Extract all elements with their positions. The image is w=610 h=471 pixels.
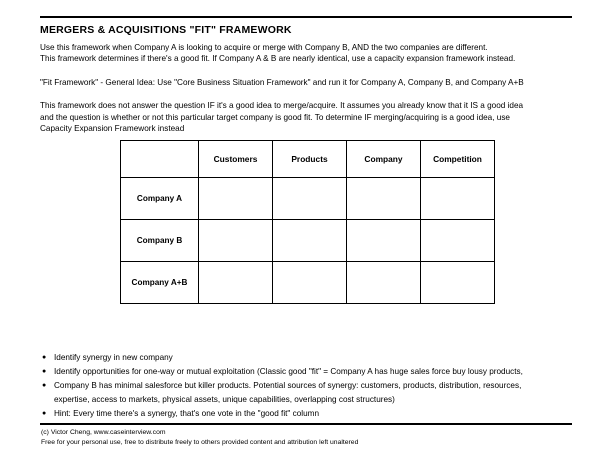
page-title: MERGERS & ACQUISITIONS "FIT" FRAMEWORK xyxy=(40,24,292,36)
cell-company-b-company[interactable] xyxy=(347,220,421,262)
cell-company-ab-competition[interactable] xyxy=(421,262,495,304)
cell-company-a-company[interactable] xyxy=(347,178,421,220)
document-header-block xyxy=(40,24,574,134)
footer-rule xyxy=(40,423,572,425)
bullet-dot-icon: ● xyxy=(42,410,47,417)
intro-line-1: Use this framework when Company A is looking to acquire or merge with Company B, AND the two companies are different. xyxy=(40,43,488,52)
column-header-competition: Competition xyxy=(421,141,495,178)
bullet-text-1: Identify synergy in new company xyxy=(54,353,173,362)
column-header-products: Products xyxy=(273,141,347,178)
cell-company-ab-customers[interactable] xyxy=(199,262,273,304)
bullet-text-2: Identify opportunities for one-way or mutual exploitation (Classic good "fit" = Company A has huge sales force buy lousy products, xyxy=(54,367,523,376)
cell-company-ab-products[interactable] xyxy=(273,262,347,304)
footer-terms: Free for your personal use, free to distribute freely to others provided content and attribution left unaltered xyxy=(41,438,359,446)
column-header-company: Company xyxy=(347,141,421,178)
list-item-continuation xyxy=(40,394,574,405)
list-item xyxy=(40,380,574,391)
fit-matrix-table xyxy=(120,140,495,304)
cell-company-a-products[interactable] xyxy=(273,178,347,220)
list-item xyxy=(40,352,574,363)
bullet-dot-icon: ● xyxy=(42,368,47,375)
column-header-customers: Customers xyxy=(199,141,273,178)
table-row xyxy=(121,220,495,262)
cell-company-b-products[interactable] xyxy=(273,220,347,262)
intro-line-2: This framework determines if there's a good fit. If Company A & B are nearly identical, use a capacity expansion framework instead. xyxy=(40,54,516,64)
row-header-company-a: Company A xyxy=(121,178,199,220)
note-line-3: Capacity Expansion Framework instead xyxy=(40,124,185,134)
cell-company-ab-company[interactable] xyxy=(347,262,421,304)
top-rule xyxy=(40,16,572,18)
bullet-text-4: expertise, access to markets, physical assets, unique capabilities, overlapping cost structures) xyxy=(54,395,395,404)
note-line-2: and the question is whether or not this particular target company is good fit. To determine IF merging/acquiring is a good idea, use xyxy=(40,112,510,122)
bullet-dot-icon: ● xyxy=(42,382,47,389)
table-row xyxy=(121,262,495,304)
note-line-1: This framework does not answer the question IF it's a good idea to merge/acquire. It assumes you already know that it IS a good idea xyxy=(40,101,524,111)
table-header-row xyxy=(121,141,495,178)
bullet-text-5: Hint: Every time there's a synergy, that's one vote in the "good fit" column xyxy=(54,409,320,418)
bullet-text-3: Company B has minimal salesforce but killer products. Potential sources of synergy: customers, products, distribution, resources, xyxy=(54,381,522,390)
general-idea-line: "Fit Framework" - General Idea: Use "Core Business Situation Framework" and run it for Company A, Company B, and Company A+B xyxy=(40,77,524,87)
footer-copyright: (c) Victor Cheng, www.caseinterview.com xyxy=(41,429,166,436)
cell-company-a-customers[interactable] xyxy=(199,178,273,220)
list-item xyxy=(40,408,574,419)
list-item xyxy=(40,366,574,377)
matrix-corner-cell xyxy=(121,141,199,178)
row-header-company-a-plus-b: Company A+B xyxy=(121,262,199,304)
row-header-company-b: Company B xyxy=(121,220,199,262)
fit-matrix xyxy=(120,140,495,304)
bullet-dot-icon: ● xyxy=(42,354,47,361)
cell-company-b-competition[interactable] xyxy=(421,220,495,262)
table-row xyxy=(121,178,495,220)
cell-company-b-customers[interactable] xyxy=(199,220,273,262)
footer xyxy=(41,428,575,447)
cell-company-a-competition[interactable] xyxy=(421,178,495,220)
bullet-list xyxy=(40,352,574,422)
